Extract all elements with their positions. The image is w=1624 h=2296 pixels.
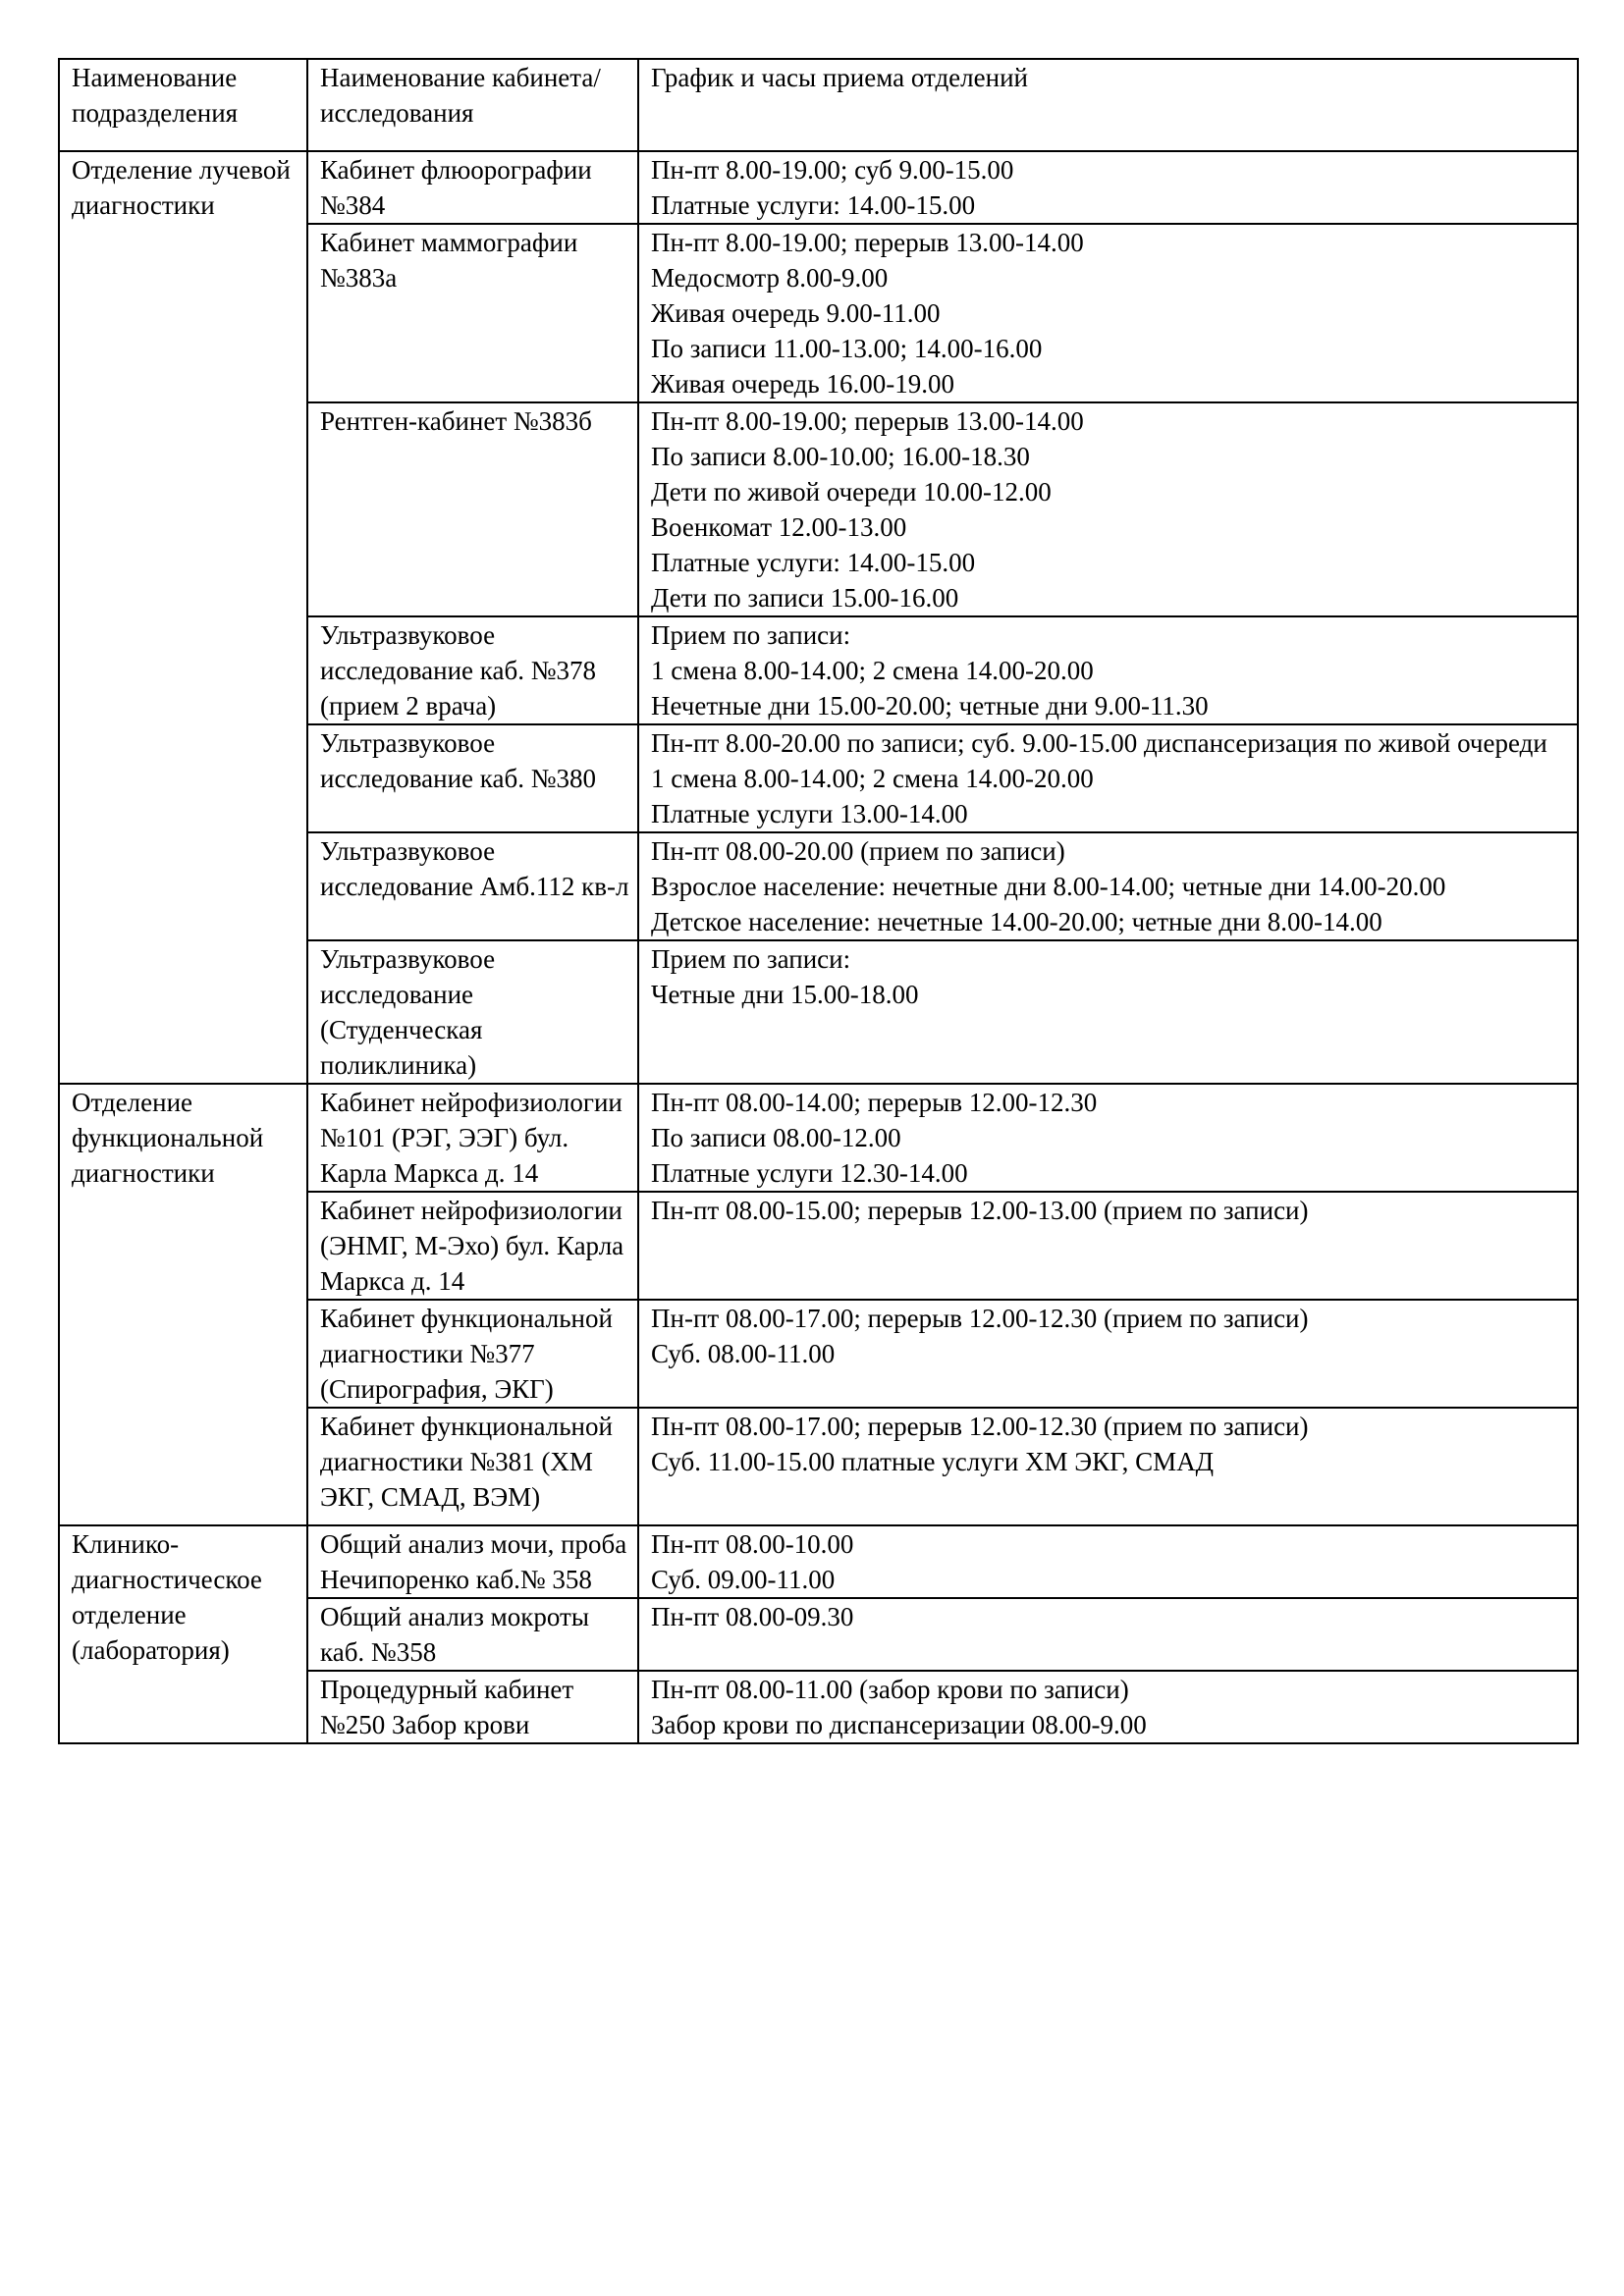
- cabinet-name: Кабинет функциональной диагностики №381 (ХМ ЭКГ, СМАД, ВЭМ): [307, 1408, 638, 1525]
- schedule-line: По записи 8.00-10.00; 16.00-18.30: [651, 442, 1030, 471]
- table-row: [59, 1525, 1578, 1598]
- schedule-cell: [638, 1300, 1578, 1408]
- schedule-cell: [638, 151, 1578, 224]
- cabinet-name: Кабинет функциональной диагностики №377 (Спирография, ЭКГ): [307, 1300, 638, 1408]
- schedule-line: Прием по записи:: [651, 620, 851, 650]
- cabinet-name: Ультразвуковое исследование Амб.112 кв-л: [307, 832, 638, 940]
- schedule-line: Прием по записи:: [651, 944, 851, 974]
- table-body: [59, 151, 1578, 1743]
- schedule-line: Платные услуги: 14.00-15.00: [651, 548, 976, 577]
- schedule-cell: [638, 1408, 1578, 1525]
- schedule-line: Суб. 08.00-11.00: [651, 1339, 836, 1368]
- schedule-cell: [638, 224, 1578, 402]
- schedule-cell: [638, 940, 1578, 1084]
- schedule-line: Забор крови по диспансеризации 08.00-9.00: [651, 1710, 1147, 1739]
- table-row: [59, 151, 1578, 224]
- schedule-cell: [638, 1598, 1578, 1671]
- cabinet-name: Общий анализ мокроты каб. №358: [307, 1598, 638, 1671]
- schedule-line: Дети по записи 15.00-16.00: [651, 583, 959, 613]
- schedule-line: 1 смена 8.00-14.00; 2 смена 14.00-20.00: [651, 656, 1094, 685]
- schedule-cell: [638, 1084, 1578, 1192]
- cabinet-name: Ультразвуковое исследование каб. №380: [307, 724, 638, 832]
- cabinet-name: Рентген-кабинет №383б: [307, 402, 638, 616]
- schedule-line: Пн-пт 8.00-19.00; суб 9.00-15.00: [651, 155, 1014, 185]
- schedule-line: Медосмотр 8.00-9.00: [651, 263, 889, 293]
- schedule-cell: [638, 1192, 1578, 1300]
- department-name: Отделение лучевой диагностики: [59, 151, 307, 1084]
- department-name: Клинико-диагностическое отделение (лаборатория): [59, 1525, 307, 1743]
- schedule-cell: [638, 724, 1578, 832]
- schedule-line: Пн-пт 08.00-17.00; перерыв 12.00-12.30 (прием по записи): [651, 1412, 1309, 1441]
- schedule-table: [58, 58, 1579, 1744]
- table-row: [59, 1084, 1578, 1192]
- schedule-cell: [638, 832, 1578, 940]
- schedule-line: Пн-пт 08.00-20.00 (прием по записи): [651, 836, 1065, 866]
- cabinet-name: Ультразвуковое исследование каб. №378 (прием 2 врача): [307, 616, 638, 724]
- schedule-line: Четные дни 15.00-18.00: [651, 980, 919, 1009]
- schedule-line: Детское население: нечетные 14.00-20.00; четные дни 8.00-14.00: [651, 907, 1382, 936]
- department-name: Отделение функциональной диагностики: [59, 1084, 307, 1525]
- schedule-line: Пн-пт 08.00-10.00: [651, 1529, 854, 1559]
- schedule-line: Пн-пт 8.00-20.00 по записи; суб. 9.00-15.00 диспансеризация по живой очереди: [651, 728, 1547, 758]
- schedule-line: По записи 08.00-12.00: [651, 1123, 901, 1152]
- schedule-line: Пн-пт 08.00-09.30: [651, 1602, 854, 1631]
- schedule-line: Платные услуги 13.00-14.00: [651, 799, 968, 828]
- schedule-line: Дети по живой очереди 10.00-12.00: [651, 477, 1052, 507]
- schedule-line: По записи 11.00-13.00; 14.00-16.00: [651, 334, 1043, 363]
- cabinet-name: Общий анализ мочи, проба Нечипоренко каб.№ 358: [307, 1525, 638, 1598]
- cabinet-name: Кабинет маммографии №383а: [307, 224, 638, 402]
- schedule-cell: [638, 1671, 1578, 1743]
- schedule-line: Суб. 09.00-11.00: [651, 1565, 836, 1594]
- header-cabinet: Наименование кабинета/исследования: [307, 59, 638, 151]
- table-header-row: [59, 59, 1578, 151]
- cabinet-name: Ультразвуковое исследование (Студенческая поликлиника): [307, 940, 638, 1084]
- schedule-line: Пн-пт 08.00-11.00 (забор крови по записи): [651, 1675, 1129, 1704]
- schedule-line: Живая очередь 16.00-19.00: [651, 369, 954, 399]
- schedule-line: Пн-пт 08.00-15.00; перерыв 12.00-13.00 (прием по записи): [651, 1196, 1309, 1225]
- header-schedule: График и часы приема отделений: [638, 59, 1578, 151]
- schedule-line: Нечетные дни 15.00-20.00; четные дни 9.00-11.30: [651, 691, 1209, 721]
- header-department: Наименование подразделения: [59, 59, 307, 151]
- schedule-line: 1 смена 8.00-14.00; 2 смена 14.00-20.00: [651, 764, 1094, 793]
- cabinet-name: Кабинет нейрофизиологии (ЭНМГ, М-Эхо) бул. Карла Маркса д. 14: [307, 1192, 638, 1300]
- cabinet-name: Кабинет флюорографии №384: [307, 151, 638, 224]
- cabinet-name: Кабинет нейрофизиологии №101 (РЭГ, ЭЭГ) бул. Карла Маркса д. 14: [307, 1084, 638, 1192]
- schedule-cell: [638, 1525, 1578, 1598]
- schedule-line: Взрослое население: нечетные дни 8.00-14.00; четные дни 14.00-20.00: [651, 872, 1446, 901]
- schedule-line: Платные услуги: 14.00-15.00: [651, 190, 976, 220]
- schedule-line: Пн-пт 08.00-17.00; перерыв 12.00-12.30 (прием по записи): [651, 1304, 1309, 1333]
- schedule-line: Суб. 11.00-15.00 платные услуги ХМ ЭКГ, СМАД: [651, 1447, 1215, 1476]
- schedule-line: Пн-пт 8.00-19.00; перерыв 13.00-14.00: [651, 406, 1084, 436]
- cabinet-name: Процедурный кабинет №250 Забор крови: [307, 1671, 638, 1743]
- schedule-line: Живая очередь 9.00-11.00: [651, 298, 941, 328]
- schedule-line: Пн-пт 8.00-19.00; перерыв 13.00-14.00: [651, 228, 1084, 257]
- schedule-line: Пн-пт 08.00-14.00; перерыв 12.00-12.30: [651, 1088, 1098, 1117]
- schedule-line: Военкомат 12.00-13.00: [651, 512, 907, 542]
- schedule-cell: [638, 616, 1578, 724]
- schedule-cell: [638, 402, 1578, 616]
- schedule-line: Платные услуги 12.30-14.00: [651, 1158, 968, 1188]
